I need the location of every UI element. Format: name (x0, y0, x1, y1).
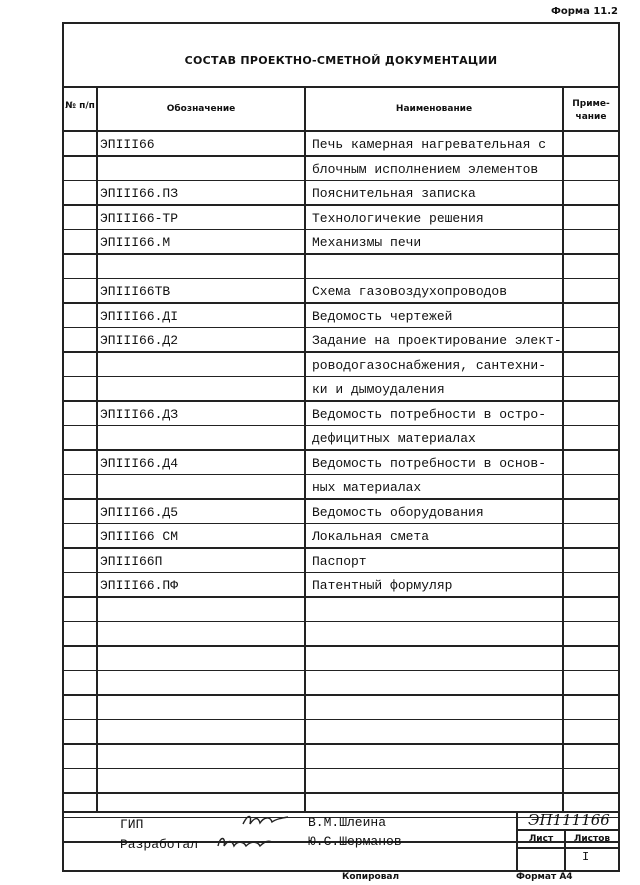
name-cell: Печь камерная нагревательная с (312, 137, 547, 152)
table-row (64, 426, 618, 451)
name-cell: Задание на проектирование элект- (312, 333, 562, 348)
designation-cell: ЭПIII66.ДЗ (100, 406, 179, 422)
designation-cell: ЭПIII66.ПФ (100, 578, 179, 593)
developed-label: Разработал (120, 837, 199, 852)
name-cell: роводогазоснабжения, сантехни- (312, 357, 547, 373)
document-code: ЭП111166 (528, 811, 610, 829)
designation-cell: ЭПIII66ТВ (100, 284, 171, 299)
table-row (64, 671, 618, 696)
designation-cell: ЭПIII66 СМ (100, 529, 179, 544)
designation-cell: ЭПIII66.Д5 (100, 504, 179, 520)
table-row (64, 622, 618, 647)
table-row (64, 647, 618, 672)
designation-cell: ЭПIII66П (100, 553, 163, 569)
document-title: СОСТАВ ПРОЕКТНО-СМЕТНОЙ ДОКУМЕНТАЦИИ (184, 54, 498, 67)
sheet-label: Лист (528, 834, 554, 844)
table-row (64, 573, 618, 598)
name-cell: Механизмы печи (312, 235, 422, 250)
table-row (64, 132, 618, 157)
header-num: № п/п (65, 101, 95, 111)
table-row (64, 255, 618, 280)
gip-name: В.М.Шлеина (308, 815, 387, 830)
footer-code-box-row (516, 847, 618, 849)
title-divider (64, 86, 618, 88)
table-row (64, 279, 618, 304)
name-cell: дефицитных материалах (312, 431, 476, 446)
designation-cell: ЭПIII66.М (100, 235, 171, 250)
gip-label: ГИП (120, 817, 144, 832)
sheets-label: Листов (573, 834, 611, 844)
gip-signature (240, 812, 292, 830)
designation-cell: ЭПIII66.Д4 (100, 455, 179, 471)
table-row (64, 304, 618, 329)
table-row (64, 598, 618, 623)
developer-signature (214, 832, 276, 852)
name-cell: Технологичекие решения (312, 210, 484, 226)
header-note: Приме-чание (572, 99, 610, 122)
designation-cell: ЭПIII66-ТР (100, 210, 179, 226)
sheets-value: I (582, 850, 590, 864)
table-row (64, 230, 618, 255)
name-cell: Локальная смета (312, 529, 430, 544)
table-row (64, 181, 618, 206)
table-row (64, 745, 618, 770)
designation-cell: ЭПIII66.Д2 (100, 333, 179, 348)
table-row (64, 524, 618, 549)
name-cell: Ведомость оборудования (312, 504, 484, 520)
name-cell: Ведомость потребности в основ- (312, 455, 547, 471)
table-row (64, 353, 618, 378)
table-row (64, 402, 618, 427)
header-name: Наименование (395, 104, 473, 114)
name-cell: Патентный формуляр (312, 578, 453, 593)
format-label: Формат А4 (516, 872, 573, 882)
table-row (64, 549, 618, 574)
name-cell: Ведомость потребности в остро- (312, 406, 547, 422)
header-designation: Обозначение (166, 104, 236, 114)
table-row (64, 451, 618, 476)
table-row (64, 377, 618, 402)
developer-name: Ю.С.Шерманов (308, 834, 402, 849)
table-row (64, 769, 618, 794)
name-cell: Ведомость чертежей (312, 308, 453, 324)
table-row (64, 475, 618, 500)
table-row (64, 696, 618, 721)
name-cell: Пояснительная записка (312, 186, 476, 201)
designation-cell: ЭПIII66.ПЗ (100, 186, 179, 201)
form-label: Форма 11.2 (550, 6, 618, 17)
designation-cell: ЭПIII66.ДI (100, 308, 179, 324)
table-row (64, 500, 618, 525)
footer-code-box-mid (516, 829, 618, 831)
copied-label: Копировал (342, 872, 400, 882)
name-cell: ки и дымоудаления (312, 382, 445, 397)
table-row (64, 157, 618, 182)
table-row (64, 720, 618, 745)
designation-cell: ЭПIII66 (100, 137, 155, 152)
name-cell: ных материалах (312, 480, 422, 495)
name-cell: Схема газовоздухопроводов (312, 284, 508, 299)
name-cell: Паспорт (312, 553, 367, 569)
name-cell: блочным исполнением элементов (312, 161, 539, 177)
table-row (64, 328, 618, 353)
table-row (64, 206, 618, 231)
